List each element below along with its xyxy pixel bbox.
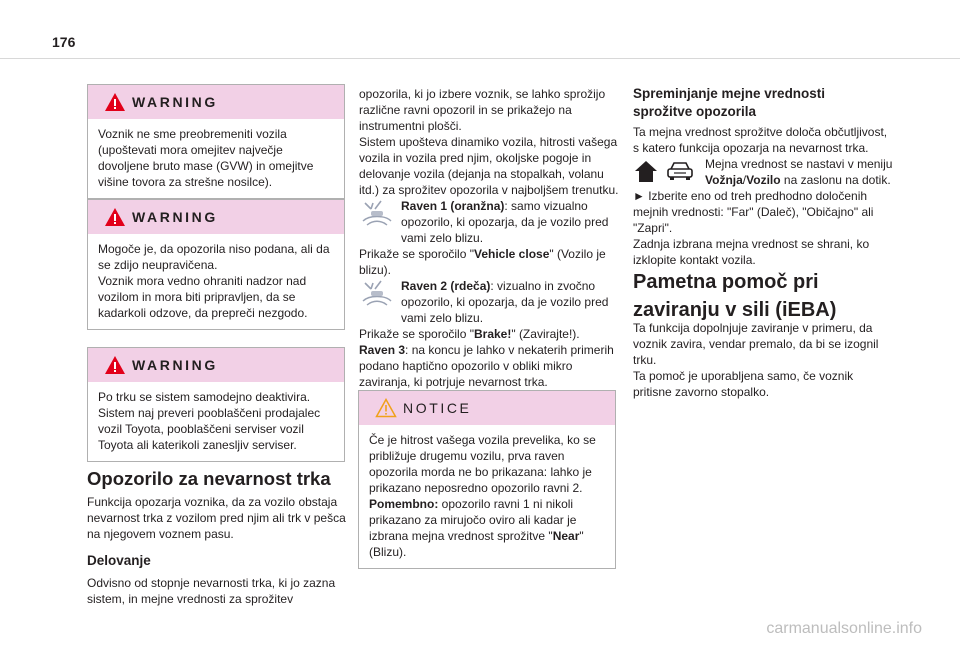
paragraph: opozorila, ki jo izbere voznik, se lahko sprožijo različne ravni opozoril in se prikažejo na instrumentni plošči. [359, 87, 606, 133]
header-divider [0, 58, 960, 59]
paragraph: Ta mejna vrednost sprožitve določa občutljivost, s katero funkcija opozarja na nevarnost trka. [633, 125, 888, 155]
warning-box-header [88, 200, 344, 234]
level-1-text: : samo vizualno opozorilo, ki opozarja, da je vozilo pred vami zelo blizu. [401, 199, 609, 245]
paragraph: Ta funkcija dopolnjuje zaviranje v primeru, da voznik zavira, vendar premalo, da bi se izognil trku. [633, 321, 879, 367]
subsection-title: Delovanje [87, 553, 151, 568]
message-suffix: " (Vozilo je blizu). [359, 247, 606, 277]
paragraph: Ta pomoč je uporabljena samo, če voznik pritisne zavorno stopalko. [633, 369, 854, 399]
near-option: Near [552, 529, 580, 543]
menu-separator: / [742, 173, 747, 187]
ieba-section-title: Pametna pomoč pri zaviranju v sili (iEBA) [633, 271, 837, 321]
level-1-label: Raven 1 (oranžna) [401, 199, 505, 213]
warning-box-header [88, 348, 344, 382]
notice-title: NOTICE [403, 400, 472, 416]
level-1-item [359, 198, 623, 246]
message-suffix: " (Zavirajte!). [511, 327, 580, 341]
paragraph: Zadnja izbrana mejna vrednost se shrani, ko izklopite kontakt vozila. [633, 237, 870, 267]
ieba-section-text [633, 320, 895, 400]
warning-text: Voznik ne sme preobremeniti vozila (upoštevati mora omejitev največje dovoljene bruto mase (GVW) in omejitve višine tovora za strešne nosilce). [98, 127, 314, 189]
warning-text: Po trku se sistem samodejno deaktivira. Sistem naj preveri pooblaščeni prodajalec vozil Toyota, pooblaščeni serviser vozil Toyota ali katerikoli zanesljiv serviser. [98, 390, 321, 452]
section-title: Opozorilo za nevarnost trka [87, 468, 331, 489]
collision-warning-icon [359, 279, 395, 307]
level-1-message [359, 246, 623, 278]
level-2-item [359, 278, 623, 326]
notice-text-part: opozorilo ravni 1 ni nikoli prikazano za mirujočo oviro ali kadar je izbrana mejna vrednost sprožitve " [369, 497, 577, 543]
page-number: 176 [52, 34, 76, 50]
section-intro: Funkcija opozarja voznika, da za vozilo obstaja nevarnost trka z vozilom pred njim ali trk v pešca na njegovem voznem pasu. [87, 495, 346, 541]
message-text: Vehicle close [473, 247, 550, 261]
level-3-item [359, 342, 623, 390]
warning-triangle-icon [104, 92, 126, 112]
warning-box-header [88, 85, 344, 119]
level-3-text: : na koncu je lahko v nekaterih primerih podano haptično opozorilo v obliki mikro zaviranja, ki potrjuje nevarnost trka. [359, 343, 614, 389]
notice-box-header [359, 391, 615, 425]
menu-instruction [633, 156, 895, 188]
warning-title: WARNING [132, 357, 218, 373]
warning-triangle-icon [104, 355, 126, 375]
warning-text [88, 234, 344, 329]
level-3-label: Raven 3 [359, 343, 406, 357]
important-label: Pomembno: [369, 497, 439, 511]
level-2-text: : vizualno in zvočno opozorilo, ki opozarja, da je vozilo pred vami zelo blizu. [401, 279, 609, 325]
paragraph: Sistem upošteva dinamiko vozila, hitrosti vašega vozila in vozila pred njim, okoljske pogoje in delovanje vozila (dejanja na stopalkah, volanu itd.) za sprožitev opozorila v najboljšem trenutku. [359, 135, 619, 197]
warning-text-line: Voznik mora vedno ohraniti nadzor nad vozilom in mora biti pripravljen, da se kadarkoli odzove, da prepreči nezgodo. [98, 274, 308, 320]
home-icon [633, 158, 659, 184]
subsection-text: Odvisno od stopnje nevarnosti trka, ki jo zazna sistem, in mejne vrednosti za sprožitev [87, 576, 336, 606]
message-prefix: Prikaže se sporočilo " [359, 327, 474, 341]
menu-text: Mejna vrednost se nastavi v meniju [705, 157, 893, 171]
menu-text: na zaslonu na dotik. [780, 173, 891, 187]
warning-title: WARNING [132, 209, 218, 225]
message-prefix: Prikaže se sporočilo " [359, 247, 474, 261]
message-text: Brake! [473, 327, 512, 341]
notice-text-part: " (Blizu). [369, 529, 584, 559]
bullet-instruction: ► Izberite eno od treh predhodno določenih mejnih vrednosti: "Far" (Daleč), "Običajno" ali "Zapri". [633, 189, 874, 235]
column-2-text [359, 86, 623, 390]
level-2-message [359, 326, 623, 342]
warning-box-2 [87, 199, 345, 330]
notice-paragraph: Če je hitrost vašega vozila prevelika, ko se približuje drugemu vozilu, prva raven opozorila morda ne bo prikazana: lahko je prikazano neposredno opozorilo ravni 2. [369, 433, 596, 495]
notice-box [358, 390, 616, 569]
threshold-section-text [633, 124, 895, 268]
menu-vehicle: Vozilo [746, 173, 781, 187]
watermark: carmanualsonline.info [766, 620, 922, 637]
notice-paragraph [369, 496, 605, 560]
notice-text [359, 425, 615, 568]
warning-title: WARNING [132, 94, 218, 110]
threshold-section-title: Spreminjanje mejne vrednosti sprožitve opozorila [633, 86, 826, 119]
warning-triangle-icon [104, 207, 126, 227]
car-icon [665, 160, 695, 182]
level-2-label: Raven 2 (rdeča) [401, 279, 491, 293]
warning-text-line: Mogoče je, da opozorila niso podana, ali da se zdijo neupravičena. [98, 242, 330, 272]
notice-triangle-icon [375, 398, 397, 418]
collision-warning-icon [359, 199, 395, 227]
menu-driving: Vožnja [705, 173, 743, 187]
warning-box-3 [87, 347, 345, 462]
warning-box-1 [87, 84, 345, 199]
